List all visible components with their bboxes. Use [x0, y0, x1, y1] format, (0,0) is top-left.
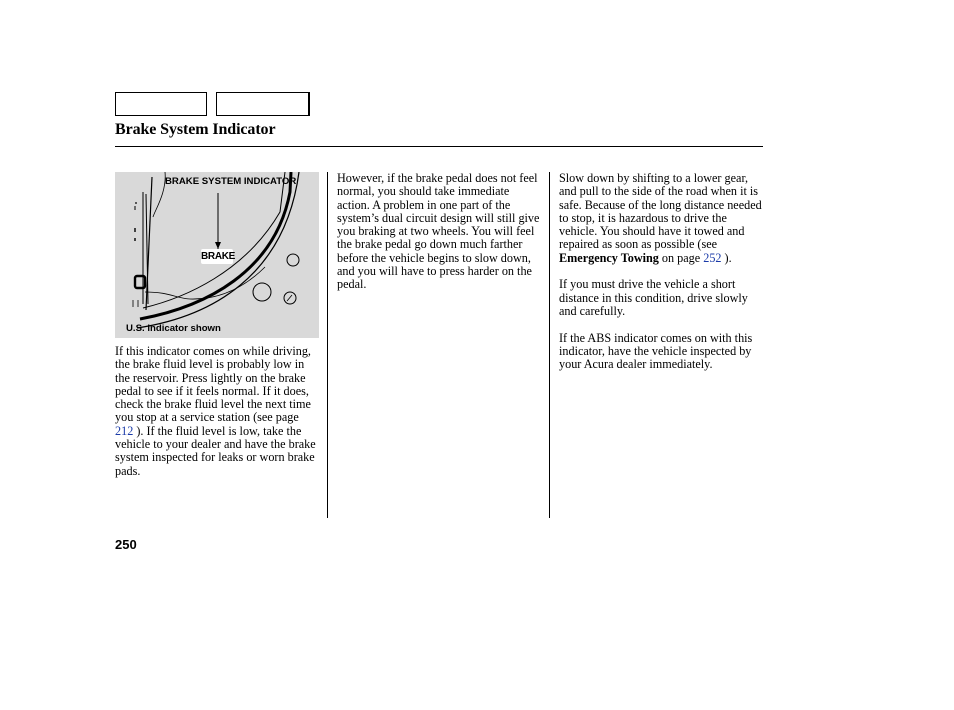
section-tab-1[interactable]	[115, 92, 207, 116]
paragraph-drive-short: If you must drive the vehicle a short distance in this condition, drive slowly and carefully.	[559, 277, 748, 318]
paragraph-indicator-on	[115, 345, 320, 478]
figure-caption: U.S. indicator shown	[126, 323, 221, 334]
paragraph-text: If this indicator comes on while driving, the brake fluid level is probably low in the reservoir. Press lightly on the brake pedal to see if it feels normal. If it does, check the brake fluid level the next time you stop at a service station (see page	[115, 344, 311, 425]
text-column-1	[115, 345, 320, 478]
paragraph-text: on page	[661, 250, 701, 265]
indicator-figure	[115, 172, 319, 338]
page-number: 250	[115, 537, 137, 552]
page-link-252[interactable]: 252	[703, 250, 722, 265]
paragraph-abs-indicator: If the ABS indicator comes on with this indicator, have the vehicle inspected by your Acura dealer immediately.	[559, 330, 753, 372]
title-divider	[115, 146, 763, 147]
column-divider-1	[327, 172, 328, 518]
brake-indicator-icon: BRAKE	[201, 251, 236, 262]
section-tab-2[interactable]	[216, 92, 310, 116]
emergency-towing-reference: Emergency Towing	[559, 250, 659, 265]
paragraph-text: Slow down by shifting to a lower gear, and pull to the side of the road when it is safe. Because of the long distance needed to stop, it is hazardous to drive the vehicle. You should have it towed and repaired as soon as possible (see	[559, 171, 762, 252]
page-title: Brake System Indicator	[115, 121, 276, 138]
paragraph-text: ).	[724, 250, 732, 265]
paragraph-slow-down	[559, 172, 764, 265]
text-column-3	[559, 172, 764, 371]
column-divider-2	[549, 172, 550, 518]
page-link-212[interactable]: 212	[115, 423, 134, 438]
text-column-2	[337, 172, 542, 292]
paragraph-pedal-feel: However, if the brake pedal does not feel normal, you should take immediate action. A problem in one part of the system’s dual circuit design will still give you braking at two wheels. You will feel the brake pedal go down much farther before the vehicle begins to slow down, and you will have to press harder on the pedal.	[337, 171, 540, 292]
paragraph-text: ). If the fluid level is low, take the vehicle to your dealer and have the brake system inspected for leaks or worn brake pads.	[115, 423, 316, 478]
figure-label: BRAKE SYSTEM INDICATOR	[165, 176, 297, 187]
